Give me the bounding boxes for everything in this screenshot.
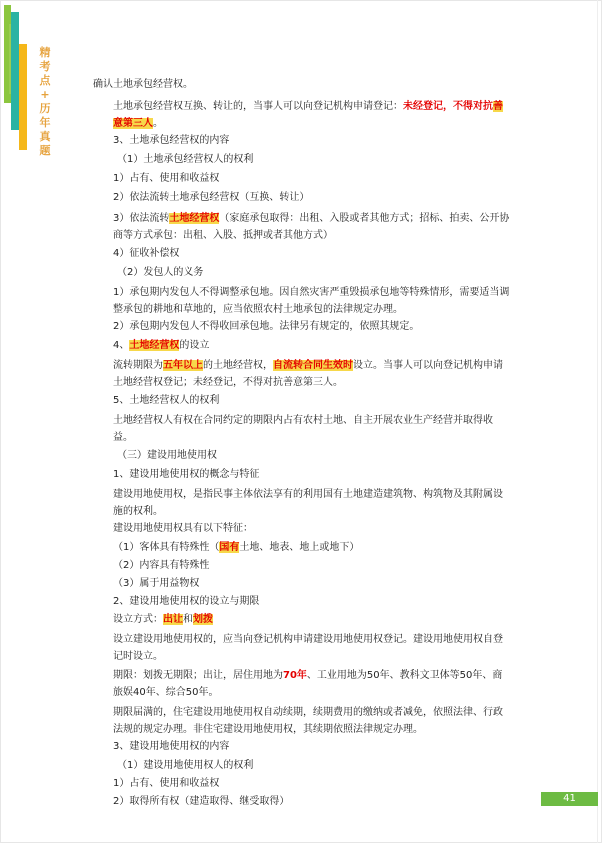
decor-bar-yellow: [19, 44, 27, 150]
side-title-char: 考: [39, 60, 51, 73]
decor-bar-teal: [11, 12, 19, 130]
subheading: （1）建设用地使用权人的权利: [117, 760, 254, 771]
side-title-char: 历: [39, 102, 51, 115]
section-heading: （三）建设用地使用权: [117, 450, 217, 461]
paragraph: [113, 667, 511, 701]
paragraph: 土地经营权人有权在合同约定的期限内占有农村土地、自主开展农业生产经营并取得收益。: [113, 415, 493, 443]
highlight-text: 五年以上: [163, 360, 203, 371]
side-title-char: 精: [39, 46, 51, 59]
text: 土地、地表、地上或地下）: [239, 542, 360, 553]
text: 4、: [113, 340, 130, 351]
paragraph: [113, 613, 213, 627]
emphasis-text: 未经登记，不得对抗: [403, 101, 493, 112]
heading: 2、建设用地使用权的设立与期限: [113, 596, 260, 607]
paragraph: 1）占有、使用和收益权: [113, 778, 220, 789]
highlight-text: 出让: [163, 614, 183, 625]
text: 流转期限为: [113, 360, 163, 371]
text: 和: [183, 614, 193, 625]
heading: [113, 339, 209, 353]
text: 、工业用地为50年、教科文卫体等50年、商旅娱40年、综合50年。: [113, 670, 503, 698]
highlight-text: 土地经营权: [169, 213, 220, 224]
paragraph: 期限届满的，住宅建设用地使用权自动续期，续期费用的缴纳或者减免，依照法律、行政法规的规定办理。非住宅建设用地使用权，其续期依照法律规定办理。: [113, 707, 503, 735]
heading: 3、建设用地使用权的内容: [113, 741, 230, 752]
paragraph: [113, 210, 511, 244]
paragraph: 建设用地使用权，是指民事主体依法享有的利用国有土地建造建筑物、构筑物及其附属设施的权利。: [113, 489, 503, 517]
paragraph: 2）依法流转土地承包经营权（互换、转让）: [113, 192, 310, 203]
paragraph: 4）征收补偿权: [113, 248, 180, 259]
text: 。: [153, 118, 163, 129]
heading: 5、土地经营权人的权利: [113, 395, 220, 406]
side-title: [38, 46, 52, 158]
text: 期限：划拨无期限；出让，居住用地为: [113, 670, 283, 681]
list-item: （2）内容具有特殊性: [113, 560, 210, 571]
paragraph: [113, 357, 511, 391]
highlight-text: 自流转合同生效时: [273, 360, 353, 371]
paragraph: 设立建设用地使用权的，应当向登记机构申请建设用地使用权登记。建设用地使用权自登记时设立。: [113, 634, 503, 662]
paragraph: 1）占有、使用和收益权: [113, 173, 220, 184]
page-number: 41: [541, 792, 598, 806]
paragraph: 2）承包期内发包人不得收回承包地。法律另有规定的，依照其规定。: [113, 321, 420, 332]
text: （家庭承包取得：出租、入股或者其他方式；招标、拍卖、公开协商等方式承包：出租、入股、抵押或者其他方式）: [113, 213, 510, 241]
text: 设立。当事人可以向登记机构申请土地经营权登记；未经登记，不得对抗善意第三人。: [113, 360, 503, 388]
subheading: （2）发包人的义务: [117, 267, 204, 278]
side-title-char: 年: [39, 116, 51, 129]
side-title-char: 真: [39, 130, 51, 143]
emphasis-text: 70年: [283, 670, 307, 681]
heading: 1、建设用地使用权的概念与特征: [113, 469, 260, 480]
highlight-text: 国有: [219, 542, 240, 553]
highlight-text: 善意第三人: [113, 101, 503, 129]
side-title-char: +: [40, 88, 50, 101]
paragraph: 确认土地承包经营权。: [93, 79, 193, 90]
paragraph: 1）承包期内发包人不得调整承包地。因自然灾害严重毁损承包地等特殊情形，需要适当调整承包的耕地和草地的，应当依照农村土地承包的法律规定办理。: [113, 287, 510, 315]
text: 3）依法流转: [113, 213, 170, 224]
highlight-text: 划拨: [193, 614, 213, 625]
text: 设立方式：: [113, 614, 163, 625]
text: 的设立: [179, 340, 210, 351]
text: 土地承包经营权互换、转让的，当事人可以向登记机构申请登记：: [113, 101, 403, 112]
heading: 3、土地承包经营权的内容: [113, 135, 230, 146]
highlight-text: 土地经营权: [129, 340, 180, 351]
text: （1）客体具有特殊性（: [113, 542, 220, 553]
list-item: [113, 541, 359, 555]
paragraph: [113, 98, 511, 132]
list-item: （3）属于用益物权: [113, 578, 200, 589]
right-margin-line: [597, 0, 598, 843]
paragraph: 建设用地使用权具有以下特征：: [113, 523, 253, 534]
subheading: （1）土地承包经营权人的权利: [117, 154, 254, 165]
side-title-char: 点: [39, 74, 51, 87]
text: 的土地经营权，: [203, 360, 273, 371]
side-title-char: 题: [39, 144, 51, 157]
paragraph: 2）取得所有权（建造取得、继受取得）: [113, 796, 290, 807]
